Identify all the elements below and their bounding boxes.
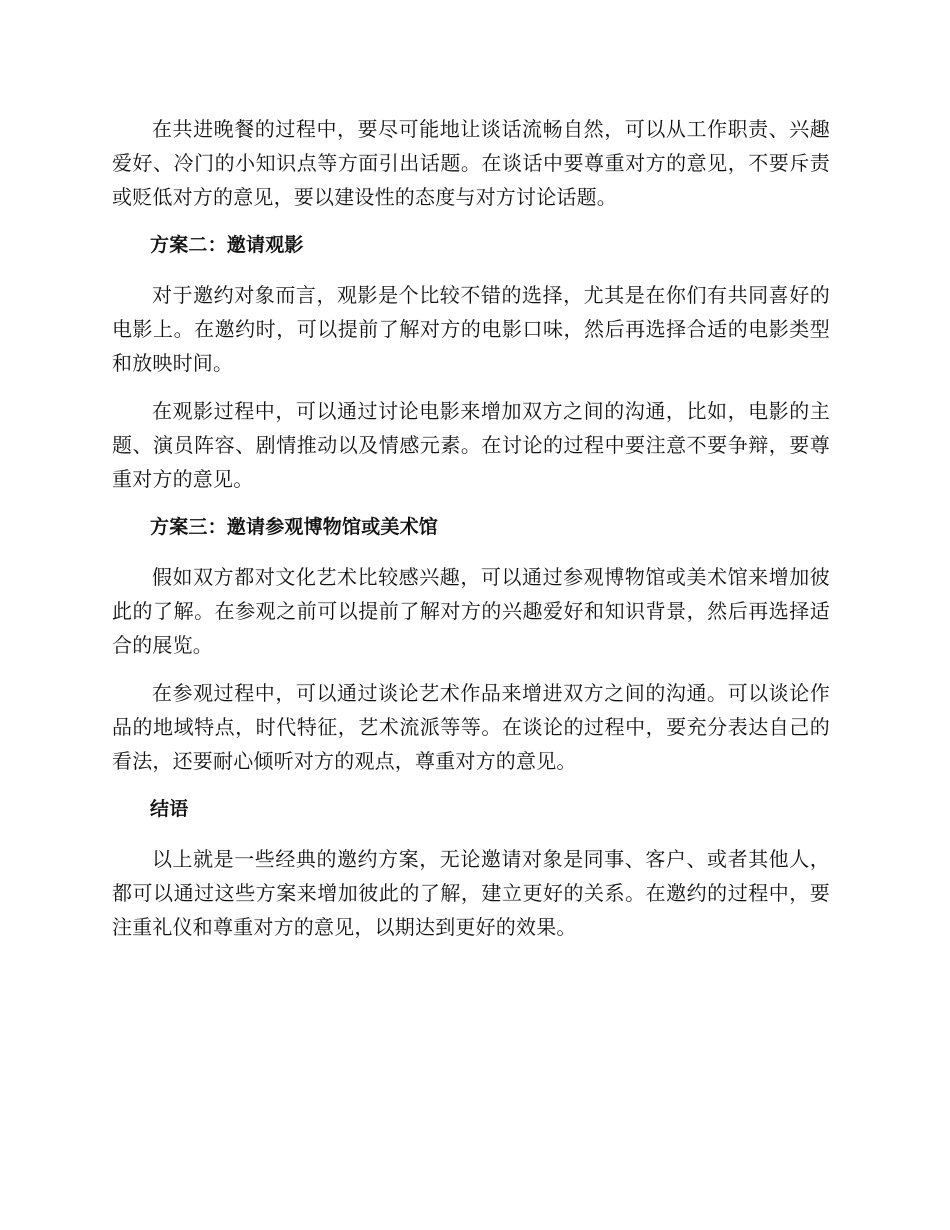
paragraph-museum-invite: 假如双方都对文化艺术比较感兴趣，可以通过参观博物馆或美术馆来增加彼此的了解。在参观之前可以提前了解对方的兴趣爱好和知识背景，然后再选择适合的展览。 — [112, 565, 830, 657]
heading-plan-three: 方案三：邀请参观博物馆或美术馆 — [150, 516, 439, 538]
paragraph-dinner-conversation: 在共进晚餐的过程中，要尽可能地让谈话流畅自然，可以从工作职责、兴趣爱好、冷门的小知识点等方面引出话题。在谈话中要尊重对方的意见，不要斥责或贬低对方的意见，要以建设性的态度与对方讨论话题。 — [112, 117, 830, 209]
heading-plan-two: 方案二：邀请观影 — [150, 234, 304, 256]
document-body — [112, 112, 830, 958]
paragraph-movie-invite: 对于邀约对象而言，观影是个比较不错的选择，尤其是在你们有共同喜好的电影上。在邀约时，可以提前了解对方的电影口味，然后再选择合适的电影类型和放映时间。 — [112, 283, 830, 375]
paragraph-museum-discussion: 在参观过程中，可以通过谈论艺术作品来增进双方之间的沟通。可以谈论作品的地域特点，时代特征，艺术流派等等。在谈论的过程中，要充分表达自己的看法，还要耐心倾听对方的观点，尊重对方的意见。 — [112, 681, 830, 773]
paragraph-conclusion: 以上就是一些经典的邀约方案，无论邀请对象是同事、客户、或者其他人，都可以通过这些方案来增加彼此的了解，建立更好的关系。在邀约的过程中，要注重礼仪和尊重对方的意见，以期达到更好的效果。 — [112, 847, 830, 939]
paragraph-movie-discussion: 在观影过程中，可以通过讨论电影来增加双方之间的沟通，比如，电影的主题、演员阵容、剧情推动以及情感元素。在讨论的过程中要注意不要争辩，要尊重对方的意见。 — [112, 399, 830, 491]
heading-conclusion: 结语 — [150, 798, 189, 820]
